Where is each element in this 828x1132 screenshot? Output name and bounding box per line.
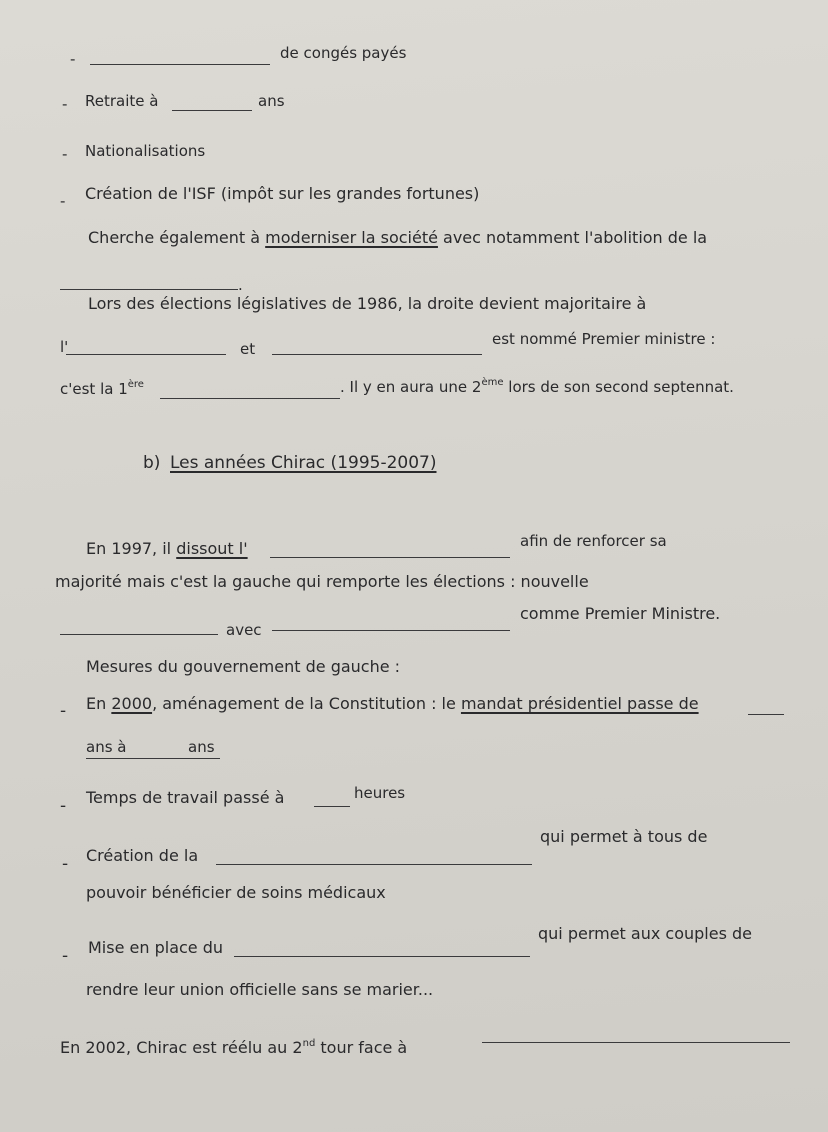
- cherche-underlined: moderniser la société: [265, 228, 438, 247]
- pouvoir-text: pouvoir bénéficier de soins médicaux: [86, 883, 386, 902]
- mise-text: Mise en place du: [88, 938, 224, 957]
- nd-sup: nd: [302, 1038, 316, 1049]
- second-num: 2: [471, 378, 482, 396]
- blank-creation[interactable]: [216, 864, 532, 865]
- blank-premier[interactable]: [160, 398, 340, 399]
- bullet: -: [62, 145, 68, 163]
- blank-2002[interactable]: [482, 1042, 790, 1043]
- period: .: [238, 276, 243, 294]
- blank-l[interactable]: [66, 354, 226, 355]
- ans-a-text: ans à: [86, 738, 127, 756]
- lors1986-text: Lors des élections législatives de 1986, la droite devient majoritaire à: [88, 294, 647, 313]
- mandat-text: mandat présidentiel passe de: [460, 694, 699, 713]
- afin-text: afin de renforcer sa: [520, 532, 667, 550]
- en1997-text: [86, 541, 248, 557]
- avec-text: avec: [226, 621, 262, 639]
- second-sup: ème: [481, 377, 504, 388]
- mise-suffix: qui permet aux couples de: [538, 924, 753, 943]
- blank-avec[interactable]: [272, 630, 510, 631]
- blank-mise[interactable]: [234, 956, 530, 957]
- blank-retraite[interactable]: [172, 110, 252, 111]
- blank-conges[interactable]: [90, 64, 270, 65]
- blank-mandat[interactable]: [748, 714, 784, 715]
- bullet: -: [60, 701, 67, 721]
- en2000-year: 2000: [111, 694, 153, 713]
- section-b-letter: b): [143, 453, 161, 473]
- nomme-text: est nommé Premier ministre :: [492, 330, 716, 348]
- creation-suffix: qui permet à tous de: [540, 827, 708, 846]
- blank-nouvelle[interactable]: [60, 634, 218, 635]
- cherche-text: [88, 230, 707, 246]
- first-num: 1: [118, 380, 128, 398]
- bullet: -: [62, 946, 69, 966]
- blank-abolition[interactable]: [60, 289, 238, 290]
- blank-ans[interactable]: [86, 758, 220, 759]
- retraite-text: Retraite à: [85, 92, 159, 110]
- en2000-text: [86, 696, 699, 712]
- bullet: -: [62, 95, 68, 113]
- blank-et[interactable]: [272, 354, 482, 355]
- blank-heures[interactable]: [314, 806, 350, 807]
- en2002-text: [60, 1040, 407, 1056]
- bullet: -: [62, 854, 69, 874]
- bullet: -: [60, 192, 66, 210]
- bullet: -: [60, 796, 67, 816]
- mesures-text: Mesures du gouvernement de gauche :: [86, 657, 401, 676]
- bullet: -: [70, 50, 76, 68]
- majorite-text: majorité mais c'est la gauche qui remporte les élections : nouvelle: [55, 572, 589, 591]
- en2002-suffix: tour face à: [320, 1038, 408, 1057]
- ans-text: ans: [188, 738, 215, 756]
- et-text: et: [240, 340, 256, 358]
- section-b-title: Les années Chirac (1995-2007): [170, 453, 437, 473]
- cherche-prefix: Cherche également à: [88, 228, 261, 247]
- lors-second: lors de son second septennat.: [508, 378, 734, 396]
- isf-text: Création de l'ISF (impôt sur les grandes fortunes): [85, 184, 480, 203]
- nationalisations-text: Nationalisations: [85, 142, 206, 160]
- en2000-prefix: En: [86, 694, 107, 713]
- cherche-suffix: avec notamment l'abolition de la: [443, 228, 708, 247]
- creation-text: Création de la: [86, 846, 199, 865]
- l-prefix: l': [60, 338, 69, 356]
- blank-dissout[interactable]: [270, 557, 510, 558]
- en1997-prefix: En 1997, il: [86, 539, 172, 558]
- en2000-mid: , aménagement de la Constitution : le: [152, 694, 456, 713]
- temps-text: Temps de travail passé à: [86, 788, 285, 807]
- cest-text: [60, 379, 144, 398]
- rendre-text: rendre leur union officielle sans se marier...: [86, 980, 434, 999]
- il-y-aura: . Il y en aura une: [340, 378, 468, 396]
- heures-text: heures: [354, 784, 406, 802]
- il-y-aura-text: [340, 377, 734, 396]
- cest-la: c'est la: [60, 380, 114, 398]
- comme-pm-text: comme Premier Ministre.: [520, 604, 721, 623]
- first-sup: ère: [127, 379, 144, 390]
- en2002-prefix: En 2002, Chirac est réélu au: [60, 1038, 288, 1057]
- dissout: dissout l': [176, 539, 248, 558]
- nd-num: 2: [292, 1038, 303, 1057]
- retraite-ans: ans: [258, 92, 285, 110]
- conges-text: de congés payés: [280, 44, 407, 62]
